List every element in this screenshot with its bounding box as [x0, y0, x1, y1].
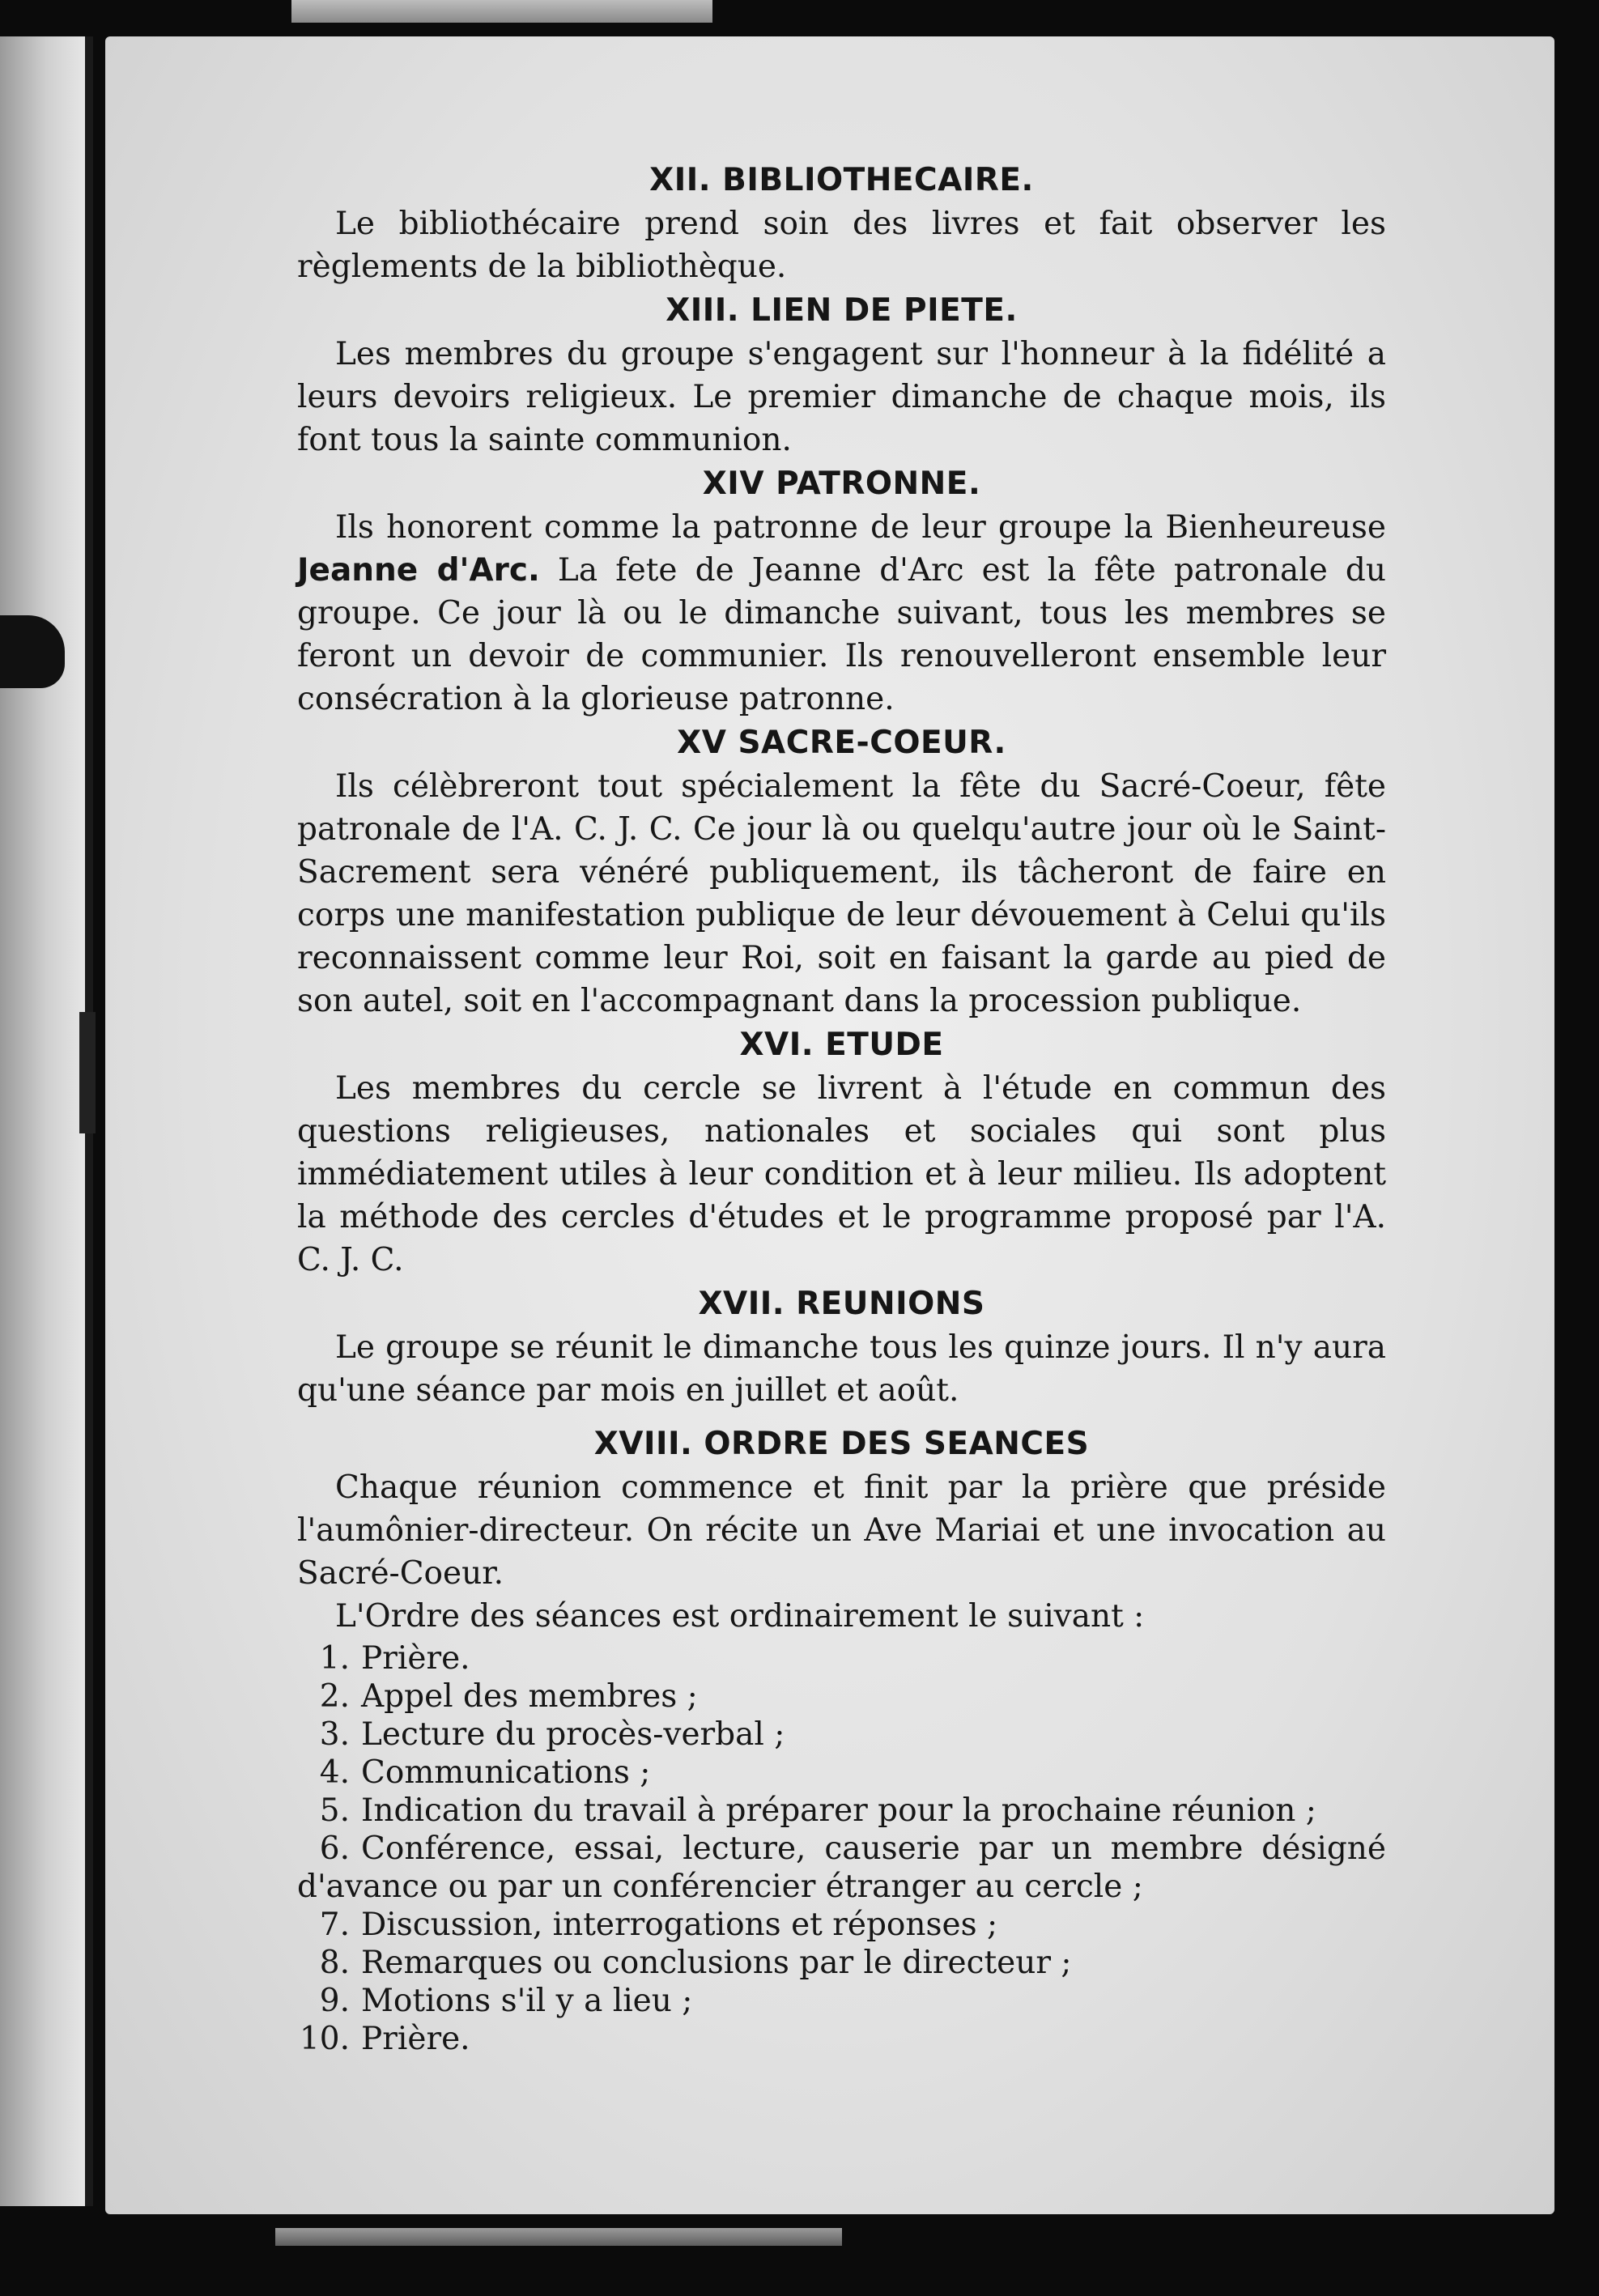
section-paragraph: Ils célèbreront tout spécialement la fête du Sacré-Coeur, fête patronale de l'A. C. J. C. Ce jour là ou quelqu'autre jour où le Saint-Sacrement sera vénéré publiquement, ils tâcheront de faire en corps une manifestation publique de leur dévouement à Celui qu'ils reconnaissent comme leur Roi, soit en faisant la garde au pied de son autel, soit en l'accompagnant dans la procession publique.: [297, 768, 1386, 1019]
section-reunions: [297, 1282, 1386, 1412]
list-item: [297, 1830, 1386, 1906]
section-paragraph: Le groupe se réunit le dimanche tous les quinze jours. Il n'y aura qu'une séance par mois en juillet et août.: [297, 1329, 1386, 1409]
list-item: [297, 1982, 1386, 2020]
section-lien-de-piete: [297, 288, 1386, 461]
section-heading: XVIII. ORDRE DES SEANCES: [593, 1426, 1090, 1462]
list-number: 2.: [319, 1678, 350, 1715]
list-number: 5.: [319, 1792, 350, 1829]
list-text: Appel des membres ;: [361, 1678, 698, 1715]
patron-name: Jeanne d'Arc.: [297, 552, 540, 589]
list-text: Lecture du procès-verbal ;: [361, 1716, 785, 1753]
list-text: Remarques ou conclusions par le directeur ;: [361, 1945, 1072, 1981]
list-item: [297, 1944, 1386, 1982]
section-paragraph: Les membres du groupe s'engagent sur l'honneur à la fidélité a leurs devoirs religieux. Le premier dimanche de chaque mois, ils font tous la sainte communion.: [297, 336, 1386, 458]
section-sacre-coeur: [297, 721, 1386, 1023]
list-text: Indication du travail à préparer pour la prochaine réunion ;: [361, 1792, 1316, 1829]
list-text: Motions s'il y a lieu ;: [361, 1983, 693, 2019]
section-paragraph: [297, 506, 1386, 721]
list-item: [297, 1677, 1386, 1716]
section-bibliothecaire: [297, 158, 1386, 288]
list-item: [297, 2020, 1386, 2058]
list-number: 10.: [299, 2021, 350, 2057]
list-item: [297, 1754, 1386, 1792]
section-heading: XII. BIBLIOTHECAIRE.: [649, 162, 1034, 198]
list-number: 1.: [319, 1640, 350, 1677]
binding-shadow: [79, 1012, 96, 1133]
list-number: 9.: [319, 1983, 350, 2019]
binding-mark: [0, 615, 65, 688]
paragraph-text: La fete de Jeanne d'Arc est la fête patronale du groupe. Ce jour là ou le dimanche suivant, tous les membres se feront un devoir de communier. Ils renouvelleront ensemble leur consécration à la glorieuse patronne.: [297, 552, 1386, 717]
list-item: [297, 1716, 1386, 1754]
section-heading: XIV PATRONNE.: [702, 466, 981, 502]
list-item: [297, 1639, 1386, 1677]
list-number: 4.: [319, 1754, 350, 1791]
list-number: 6.: [319, 1830, 350, 1867]
list-item: [297, 1906, 1386, 1944]
section-heading: XVI. ETUDE: [739, 1027, 944, 1063]
page-content: [297, 158, 1386, 2058]
list-text: Prière.: [361, 1640, 470, 1677]
list-number: 7.: [319, 1907, 350, 1943]
list-text: Communications ;: [361, 1754, 651, 1791]
list-text: Conférence, essai, lecture, causerie par un membre désigné d'avance ou par un conférencier étranger au cercle ;: [297, 1830, 1386, 1905]
section-paragraph: Chaque réunion commence et finit par la prière que préside l'aumônier-directeur. On récite un Ave Mariai et une invocation au Sacré-Coeur.: [297, 1469, 1386, 1592]
section-heading: XVII. REUNIONS: [698, 1286, 985, 1322]
top-scan-strip: [291, 0, 712, 23]
section-etude: [297, 1023, 1386, 1282]
order-list: [297, 1639, 1386, 2058]
section-heading: XV SACRE-COEUR.: [677, 725, 1006, 761]
section-paragraph: Le bibliothécaire prend soin des livres et fait observer les règlements de la bibliothèque.: [297, 206, 1386, 285]
section-ordre-des-seances: [297, 1422, 1386, 2058]
list-number: 8.: [319, 1945, 350, 1981]
section-heading: XIII. LIEN DE PIETE.: [666, 292, 1018, 329]
list-item: [297, 1792, 1386, 1830]
section-patronne: [297, 461, 1386, 721]
paragraph-text: Ils honorent comme la patronne de leur groupe la Bienheureuse: [335, 509, 1386, 546]
bottom-scan-strip: [275, 2228, 842, 2246]
list-number: 3.: [319, 1716, 350, 1753]
section-paragraph: L'Ordre des séances est ordinairement le suivant :: [335, 1598, 1145, 1635]
list-text: Discussion, interrogations et réponses ;: [361, 1907, 998, 1943]
section-paragraph: Les membres du cercle se livrent à l'étude en commun des questions religieuses, nationales et sociales qui sont plus immédiatement utiles à leur condition et à leur milieu. Ils adoptent la méthode des cercles d'études et le programme proposé par l'A. C. J. C.: [297, 1070, 1386, 1278]
list-text: Prière.: [361, 2021, 470, 2057]
